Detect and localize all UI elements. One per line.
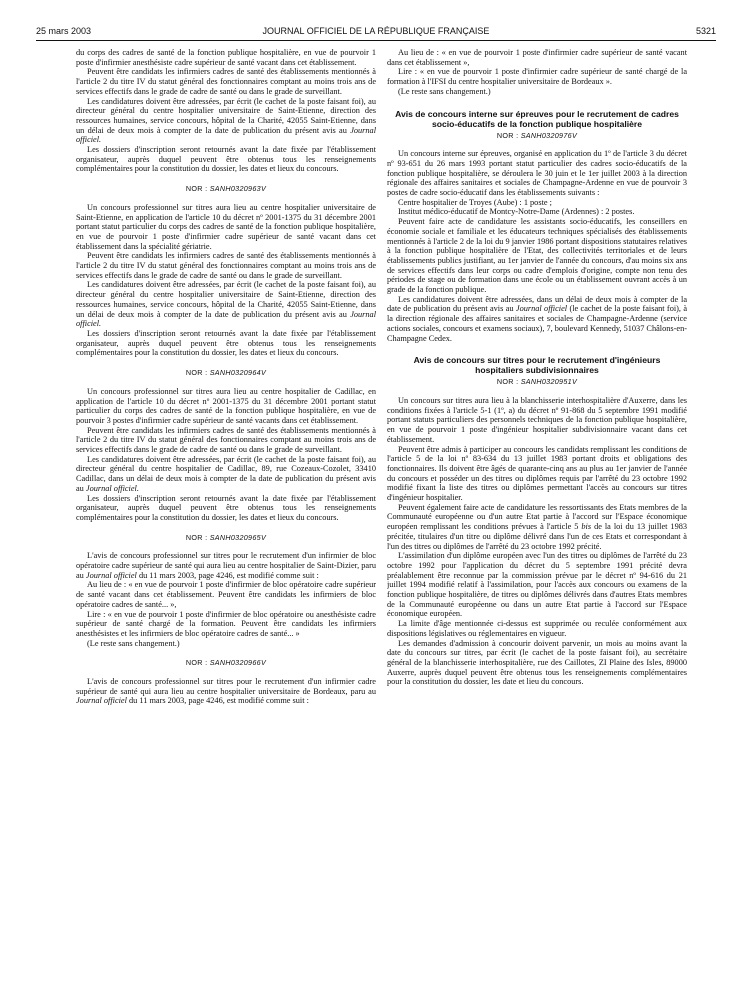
header-rule: [36, 40, 716, 41]
paragraph: du corps des cadres de santé de la fonction publique hospitalière, en vue de pourvoir 1 poste d'infirmier anesthésiste cadre supérieur de santé vacant dans cet établissement.: [76, 48, 376, 67]
paragraph: Un concours interne sur épreuves, organisé en application du 1º de l'article 3 du décret nº 93-651 du 26 mars 1993 portant statut particulier des cadres socio-éducatifs de la fonction publique hospitalière, se déroulera le 30 juin et le 1er juillet 2003 à la direction régionale des affaires sanitaires et sociales de Champagne-Ardenne en vue de pourvoir 3 postes de cadre socio-éducatif dans les établissements suivants :: [387, 149, 687, 198]
right-column: [387, 48, 687, 978]
paragraph: Les candidatures doivent être adressées, par écrit (le cachet de la poste faisant foi), au directeur général du centre hospitalier universitaire de Saint-Etienne, direction des ressources humaines, service concours, hôpital de la Charité, 42055 Saint-Etienne, dans un délai de deux mois à compter de la date de publication du présent avis au Journal officiel.: [76, 96, 376, 145]
paragraph: L'avis de concours professionnel sur titres pour le recrutement d'un infirmier de bloc opératoire cadre supérieur de santé qui aura lieu au centre hospitalier de Saint-Dizier, paru au Journal officiel du 11 mars 2003, page 4246, est modifié comme suit :: [76, 551, 376, 580]
paragraph: La limite d'âge mentionnée ci-dessus est supprimée ou reculée conformément aux dispositions législatives ou réglementaires en vigueur.: [387, 619, 687, 638]
paragraph: Peuvent être candidats les infirmiers cadres de santé des établissements mentionnés à l'article 2 du titre IV du statut général des fonctionnaires comptant au moins trois ans de services effectifs dans le grade de cadre de santé ou dans le grade de surveillant.: [76, 425, 376, 455]
running-header: [36, 26, 716, 40]
nor-reference: NOR : SANH0320951V: [496, 377, 578, 387]
paragraph: Lire : « en vue de pourvoir 1 poste d'infirmier cadre supérieur de santé chargé de la formation à l'IFSI du centre hospitalier universitaire de Bordeaux ».: [387, 67, 687, 87]
paragraph: Peuvent faire acte de candidature les assistants socio-éducatifs, les conseillers en économie sociale et familiale et les éducateurs techniques spécialisés des établissements mentionnés à l'article 2 de la loi du 9 janvier 1986 portant dispositions statutaires relatives à la fonction publique hospitalière de l'Etat, des collectivités territoriales et de leurs établissements publics justifiant, au 1er janvier de l'année du concours, d'au moins six ans de services effectifs dans leur corps ou cadre d'emplois d'origine, compte non tenu des périodes de stage ou de formation dans une école ou un établissement ouvrant accès à un grade de la fonction publique.: [387, 217, 687, 295]
nor-reference: NOR : SANH0320964V: [185, 368, 267, 378]
paragraph: Au lieu de : « en vue de pourvoir 1 poste d'infirmier de bloc opératoire cadre supérieur de santé vacant dans cet établissement. Peuvent être candidats les infirmiers de bloc opératoire cadres de santé... »,: [76, 580, 376, 609]
paragraph: Les dossiers d'inscription seront retournés avant la date fixée par l'établissement organisateur, auprès duquel peuvent être obtenus tous les renseignements complémentaires pour la constitution du dossier, les dates et lieux du concours.: [76, 145, 376, 174]
paragraph: Lire : « en vue de pourvoir 1 poste d'infirmier de bloc opératoire ou anesthésiste cadre supérieur de santé chargé de la formation. Peuvent être candidats les infirmiers anesthésistes et les infirmiers de bloc opératoire cadres de santé... »: [76, 609, 376, 638]
issue-date: 25 mars 2003: [36, 26, 92, 36]
journal-title: JOURNAL OFFICIEL DE LA RÉPUBLIQUE FRANÇAISE: [262, 26, 490, 36]
nor-reference: NOR : SANH0320963V: [185, 184, 267, 194]
paragraph: L'avis de concours professionnel sur titres pour le recrutement d'un infirmier cadre supérieur de santé qui aura lieu au centre hospitalier universitaire de Bordeaux, paru au Journal officiel du 11 mars 2003, page 4246, est modifié comme suit :: [76, 677, 376, 706]
nor-reference: NOR : SANH0320965V: [185, 532, 267, 542]
paragraph: (Le reste sans changement.): [87, 638, 180, 648]
paragraph: Les candidatures doivent être adressées, par écrit (le cachet de la poste faisant foi), au directeur général du centre hospitalier universitaire de Saint-Etienne, direction des ressources humaines, service concours, hôpital de la Charité, 42055 Saint-Etienne, dans un délai de deux mois à compter de la date de publication du présent avis au Journal officiel.: [76, 280, 376, 329]
left-column: [76, 48, 376, 978]
list-item: Institut médico-éducatif de Montcy-Notre-Dame (Ardennes) : 2 postes.: [398, 207, 635, 217]
notice-heading: Avis de concours sur titres pour le recrutement d'ingénieurs hospitaliers subdivisionnaires: [413, 355, 661, 376]
paragraph: (Le reste sans changement.): [398, 86, 491, 96]
paragraph: Peuvent également faire acte de candidature les ressortissants des Etats membres de la Communauté européenne ou d'un autre Etat partie à l'accord sur l'Espace économique européen remplissant les conditions prévues à l'article 5 bis de la loi du 13 juillet 1983 précitée, titulaires d'un titre ou diplôme délivré dans l'un de ces Etats et correspondant à l'un des titres ou diplômes de l'arrêté du 23 octobre 1992 précité.: [387, 502, 687, 551]
page-number: 5321: [695, 26, 716, 36]
paragraph: Peuvent être admis à participer au concours les candidats remplissant les conditions de l'article 5 de la loi nº 83-634 du 13 juillet 1983 portant droits et obligations des fonctionnaires. Ils doivent être âgés de quarante-cinq ans au plus au 1er janvier de l'année du concours et posséder un des titres ou diplômes requis par l'arrêté du 23 octobre 1992 modifié fixant la liste des titres ou diplômes permettant l'accès au concours sur titres d'ingénieur hospitalier.: [387, 444, 687, 503]
notice-heading: Avis de concours interne sur épreuves pour le recrutement de cadres socio-éducatifs de la fonction publique hospitalière: [395, 108, 679, 129]
paragraph: L'assimilation d'un diplôme européen avec l'un des titres ou diplômes de l'arrêté du 23 octobre 1992 pour l'application du décret du 5 septembre 1991 précité devra préalablement être reconnue par la commission prévue par le décret nº 94-616 du 21 juillet 1994 modifié relatif à l'assimilation, pour l'accès aux concours ou examens de la fonction publique hospitalière, de titres ou diplômes délivrés dans d'autres Etats membres de la Communauté européenne ou dans un autre Etat partie à l'accord sur l'Espace économique européen.: [387, 551, 687, 619]
paragraph: Les dossiers d'inscription seront retournés avant la date fixée par l'établissement organisateur, auprès duquel peuvent être obtenus tous les renseignements complémentaires pour la constitution du dossier, les dates et lieux du concours.: [76, 493, 376, 522]
paragraph: Au lieu de : « en vue de pourvoir 1 poste d'infirmier cadre supérieur de santé vacant dans cet établissement »,: [387, 48, 687, 67]
list-item: Centre hospitalier de Troyes (Aube) : 1 poste ;: [398, 197, 552, 207]
paragraph: Les candidatures doivent être adressées, par écrit (le cachet de la poste faisant foi), au directeur général du centre hospitalier de Cadillac, 89, rue Cozeaux-Cozolet, 33410 Cadillac, dans un délai de deux mois à compter de la date de publication du présent avis au Journal officiel.: [76, 454, 376, 493]
paragraph: Les demandes d'admission à concourir doivent parvenir, un mois au moins avant la date du concours sur titres, par écrit (le cachet de la poste faisant foi), au secrétaire général de la blanchisserie interhospitalière, rue des Caillotes, ZI Plaine des Isles, 89000 Auxerre, auprès duquel peuvent être obtenus tous les renseignements complémentaires pour la constitution du dossier, les date et lieu du concours.: [387, 638, 687, 687]
nor-reference: NOR : SANH0320966V: [185, 658, 267, 668]
paragraph: Peuvent être candidats les infirmiers cadres de santé des établissements mentionnés à l'article 2 du titre IV du statut général des fonctionnaires comptant au moins trois ans de services effectifs dans le grade de cadre de santé ou dans le grade de surveillant.: [76, 251, 376, 280]
paragraph: Les candidatures doivent être adressées, dans un délai de deux mois à compter de la date de publication du présent avis au Journal officiel (le cachet de la poste faisant foi), à la direction régionale des affaires sanitaires et sociales de Champagne-Ardenne (service actions sociales, concours et examens sociaux), 7, boulevard Kennedy, 51037 Châlons-en-Champagne Cedex.: [387, 294, 687, 343]
paragraph: Un concours professionnel sur titres aura lieu au centre hospitalier de Cadillac, en application de l'article 10 du décret nº 2001-1375 du 31 décembre 2001 portant statut particulier du corps des cadres de santé de la fonction publique hospitalière, en vue de pourvoir 3 postes d'infirmier cadre supérieur de santé vacants dans cet établissement.: [76, 386, 376, 425]
nor-reference: NOR : SANH0320976V: [496, 130, 578, 140]
paragraph: Les dossiers d'inscription seront retournés avant la date fixée par l'établissement organisateur, auprès duquel peuvent être obtenus tous les renseignements complémentaires pour la constitution du dossier, les dates et lieux du concours.: [76, 328, 376, 358]
paragraph: Un concours professionnel sur titres aura lieu au centre hospitalier universitaire de Saint-Etienne, en application de l'article 10 du décret nº 2001-1375 du 31 décembre 2001 portant statut particulier du corps des cadres de santé de la fonction publique hospitalière, en vue de pourvoir 1 poste d'infirmier cadre supérieur de santé vacant dans cet établissement dans la spécialité gériatrie.: [76, 202, 376, 251]
paragraph: Peuvent être candidats les infirmiers cadres de santé des établissements mentionnés à l'article 2 du titre IV du statut général des fonctionnaires comptant au moins trois ans de services effectifs dans le grade de cadre de santé ou dans le grade de surveillant.: [76, 67, 376, 96]
paragraph: Un concours sur titres aura lieu à la blanchisserie interhospitalière d'Auxerre, dans les conditions fixées à l'article 5-1 (1º, a) du décret nº 91-868 du 5 septembre 1991 modifié portant statuts particuliers des personnels techniques de la fonction publique hospitalière, en vue de pourvoir 1 poste d'ingénieur hospitalier subdivisionnaire vacant dans cet établissement.: [387, 395, 687, 444]
